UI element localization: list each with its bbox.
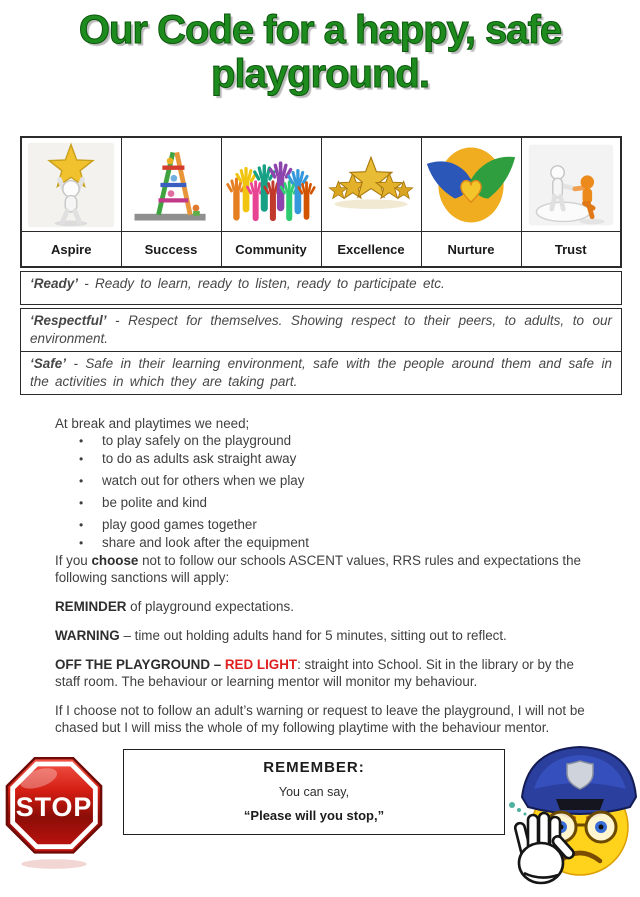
reminder-text: of playground expectations. (126, 599, 294, 614)
value-label-aspire: Aspire (21, 232, 121, 268)
rule-respectful-box (21, 309, 621, 352)
excellence-icon-cell (321, 137, 421, 232)
rule-safe-box (21, 352, 621, 394)
success-ladder-icon (122, 140, 221, 230)
closing-paragraph: If I choose not to follow an adult’s warning or request to leave the playground, I will not be chased but I will miss the whole of my following playtime with the behaviour mentor. (55, 703, 585, 735)
remember-line2: “Please will you stop,” (243, 808, 385, 823)
values-table (20, 136, 622, 268)
playground-code-poster (0, 8, 640, 823)
playtime-list (65, 432, 600, 552)
sanction-off-playground (55, 656, 600, 690)
aspire-icon-cell (21, 137, 121, 232)
page-title: Our Code for a happy, safe playground. (78, 8, 562, 96)
value-label-trust: Trust (521, 232, 621, 268)
playtime-bullet: • be polite and kind (79, 494, 600, 512)
rule-respectful-text: - Respect for themselves. Showing respect to their peers, to adults, to our environment. (30, 313, 612, 346)
sanctions-intro (55, 552, 600, 586)
rule-ready-term: ‘Ready’ (30, 276, 79, 291)
playtime-bullet: • play good games together (79, 516, 600, 534)
warning-text: – time out holding adults hand for 5 minutes, sitting out to reflect. (119, 628, 507, 643)
community-icon-cell (221, 137, 321, 232)
sanctions-intro-bold: choose (91, 553, 139, 568)
stop-sign-icon (4, 753, 104, 880)
nurture-heart-hands-icon (422, 140, 521, 230)
sanction-warning (55, 627, 600, 644)
sanctions-intro-pre: If you (55, 553, 92, 568)
playtime-bullet: • share and look after the equipment (79, 534, 600, 552)
off-playground-text: : straight into School. Sit in the library or by the staff room. The behaviour or learning mentor will monitor my behaviour. (55, 657, 574, 689)
playtime-bullet: • to play safely on the playground (79, 432, 600, 450)
success-icon-cell (121, 137, 221, 232)
playtime-bullet: • to do as adults ask straight away (79, 450, 600, 468)
value-label-success: Success (121, 232, 221, 268)
rule-ready-text: - Ready to learn, ready to listen, ready to participate etc. (78, 276, 445, 291)
rule-safe-text: - Safe in their learning environment, safe with the people around them and safe in the activities in which they are taking part. (30, 356, 612, 389)
body-section (55, 415, 600, 736)
sanctions-intro-post: not to follow our schools ASCENT values, RRS rules and expectations the following sanctions will apply: (55, 553, 581, 585)
stop-sign-label: STOP (15, 791, 93, 822)
trust-icon-cell (521, 137, 621, 232)
rule-respectful-term: ‘Respectful’ (30, 313, 107, 328)
red-light-label: RED LIGHT (224, 657, 298, 672)
nurture-icon-cell (421, 137, 521, 232)
value-label-community: Community (221, 232, 321, 268)
police-officer-emoji-icon (500, 739, 638, 890)
warning-label: WARNING (55, 628, 120, 643)
rule-safe-term: ‘Safe’ (30, 356, 67, 371)
rules-joined-box (20, 308, 622, 395)
values-icon-row (21, 137, 621, 232)
rule-ready-box (20, 271, 622, 305)
reminder-label: REMINDER (55, 599, 127, 614)
values-label-row (21, 232, 621, 268)
value-label-excellence: Excellence (321, 232, 421, 268)
sanction-reminder (55, 598, 600, 615)
playtime-bullet: • watch out for others when we play (79, 472, 600, 490)
remember-heading: REMEMBER: (263, 759, 365, 776)
bottom-row (0, 747, 640, 897)
value-label-nurture: Nurture (421, 232, 521, 268)
excellence-stars-icon (322, 140, 421, 230)
community-hands-icon (222, 140, 321, 230)
remember-box (123, 749, 505, 835)
off-playground-label: OFF THE PLAYGROUND – (55, 657, 225, 672)
trust-helping-figures-icon (522, 140, 621, 230)
aspire-star-figure-icon (22, 140, 121, 230)
playtime-intro: At break and playtimes we need; (55, 416, 250, 431)
remember-line1: You can say, (278, 785, 350, 799)
